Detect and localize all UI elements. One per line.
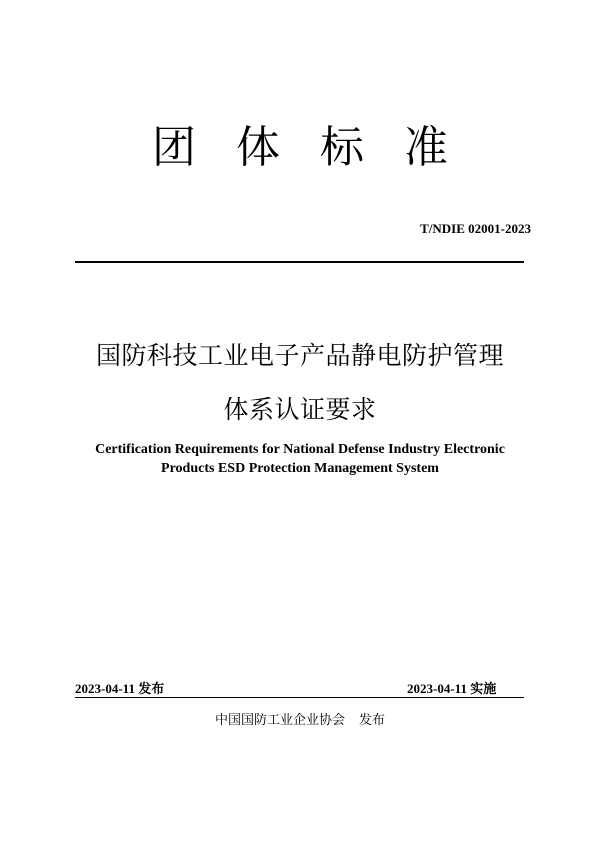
title-char: 准 <box>404 122 448 173</box>
standard-number: T/NDIE 02001-2023 <box>420 221 531 236</box>
chinese-title-line-1: 国防科技工业电子产品静电防护管理 <box>95 341 504 370</box>
bottom-divider <box>75 697 524 698</box>
chinese-title-line-2: 体系认证要求 <box>223 395 377 424</box>
title-char: 体 <box>236 122 280 173</box>
publisher-label: 发布 <box>359 713 386 728</box>
issue-date: 2023-04-11 发布 <box>75 681 165 696</box>
english-title-line-2: Products ESD Protection Management System <box>161 461 439 476</box>
top-divider <box>75 261 524 263</box>
english-title <box>0 440 600 478</box>
implementation-date: 2023-04-11 实施 <box>407 681 497 696</box>
document-type-title <box>0 118 600 178</box>
english-title-line-1: Certification Requirements for National Defense Industry Electronic <box>95 442 505 457</box>
publisher-organization: 中国国防工业企业协会 <box>214 713 345 728</box>
title-char: 团 <box>152 122 196 173</box>
publisher-line <box>0 712 600 730</box>
title-char: 标 <box>320 122 364 173</box>
